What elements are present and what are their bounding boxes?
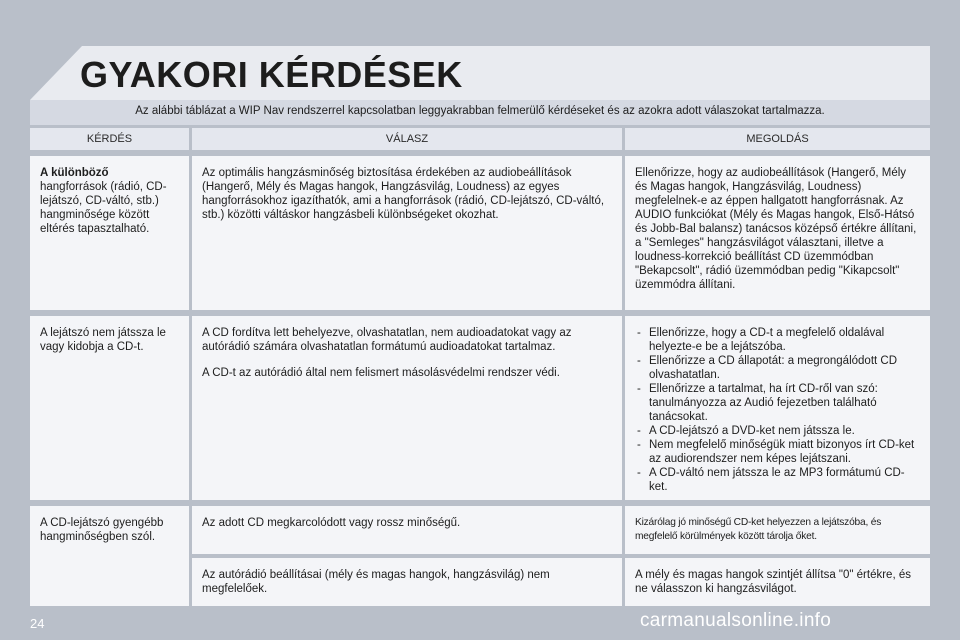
row3-answer: Az adott CD megkarcolódott vagy rossz minőségű. <box>202 517 461 529</box>
watermark: carmanualsonline.info <box>640 610 832 631</box>
list-item: - Nem megfelelő minőségük miatt bizonyos írt CD-ket az audiorendszer nem képes lejátszani. <box>635 438 920 466</box>
row3-solution-cell <box>625 506 930 554</box>
column-header-solution: MEGOLDÁS <box>625 128 930 150</box>
list-item: - Ellenőrizze, hogy a CD-t a megfelelő oldalával helyezte-e be a lejátszóba. <box>635 326 920 354</box>
row2-question-cell <box>30 316 189 500</box>
row1-question-cell <box>30 156 189 310</box>
row2-answer-2: A CD-t az autórádió által nem felismert másolásvédelmi rendszer védi. <box>202 367 560 379</box>
row2-answer-1: A CD fordítva lett behelyezve, olvashatatlan, nem audioadatokat vagy az autórádió számára olvashatatlan formátumú audioadatokat tartalmaz. <box>202 327 572 353</box>
list-item: - Ellenőrizze a tartalmat, ha írt CD-ről van szó: tanulmányozza az Audió fejezetben található tanácsokat. <box>635 382 920 424</box>
list-item: - Ellenőrizze a CD állapotát: a megrongálódott CD olvashatatlan. <box>635 354 920 382</box>
row1-question-bold: A különböző <box>40 167 109 179</box>
row3-solution: Kizárólag jó minőségű CD-ket helyezzen a lejátszóba, és megfelelő körülmények között tárolja őket. <box>635 517 882 542</box>
page-title: GYAKORI KÉRDÉSEK <box>80 54 463 95</box>
row4-solution: A mély és magas hangok szintjét állítsa "0" értékre, és ne válasszon ki hangzásvilágot. <box>635 569 911 595</box>
row1-answer-cell <box>192 156 622 310</box>
row3-question: A CD-lejátszó gyengébb hangminőségben szól. <box>40 517 164 543</box>
row2-answer-cell <box>192 316 622 500</box>
row1-solution-cell <box>625 156 930 310</box>
row4-solution-cell <box>625 558 930 606</box>
row1-solution: Ellenőrizze, hogy az audiobeállítások (Hangerő, Mély és Magas hangok, Hangzásvilág, Loudness) megfelelnek-e az éppen hallgatott hangforrásnak. Az AUDIO funkciókat (Mély és Magas hangok, Első-Hátsó és Jobb-Bal balansz) tanácsos középső értékre állítani, a "Semleges" hangzásvilágot választani, illetve a loudness-korrekció beállítást CD üzemmódban "Bekapcsolt", rádió üzemmódban pedig "Kikapcsolt" üzemmódra állítani. <box>635 167 917 291</box>
row2-solution-cell <box>625 316 930 500</box>
list-item: - A CD-váltó nem játssza le az MP3 formátumú CD-ket. <box>635 466 920 494</box>
row1-answer: Az optimális hangzásminőség biztosítása érdekében az audiobeállítások (Hangerő, Mély és Magas hangok, Hangzásvilág, Loudness) az egyes hangforrásokhoz igazíthatók, ami a hangforrások (rádió, CD-lejátszó, CD-váltó, stb.) közötti váltáskor hangzásbeli különbségeket okozhat. <box>202 167 605 221</box>
row3-question-cell <box>30 506 189 606</box>
row4-answer: Az autórádió beállításai (mély és magas hangok, hangzásvilág) nem megfelelőek. <box>202 569 550 595</box>
column-header-answer: VÁLASZ <box>192 128 622 150</box>
row3-answer-cell <box>192 506 622 554</box>
row2-solution-list <box>635 326 920 494</box>
row4-answer-cell <box>192 558 622 606</box>
column-header-question: KÉRDÉS <box>30 128 189 150</box>
row2-question: A lejátszó nem játssza le vagy kidobja a CD-t. <box>40 327 166 353</box>
row1-question: hangforrások (rádió, CD-lejátszó, CD-váltó, stb.) hangminősége között eltérés tapasztalható. <box>40 181 167 235</box>
page-subtitle: Az alábbi táblázat a WIP Nav rendszerrel kapcsolatban leggyakrabban felmerülő kérdéseket és az azokra adott válaszokat tartalmazza. <box>135 105 825 117</box>
list-item: - A CD-lejátszó a DVD-ket nem játssza le. <box>635 424 920 438</box>
page-number: 24 <box>30 616 45 631</box>
